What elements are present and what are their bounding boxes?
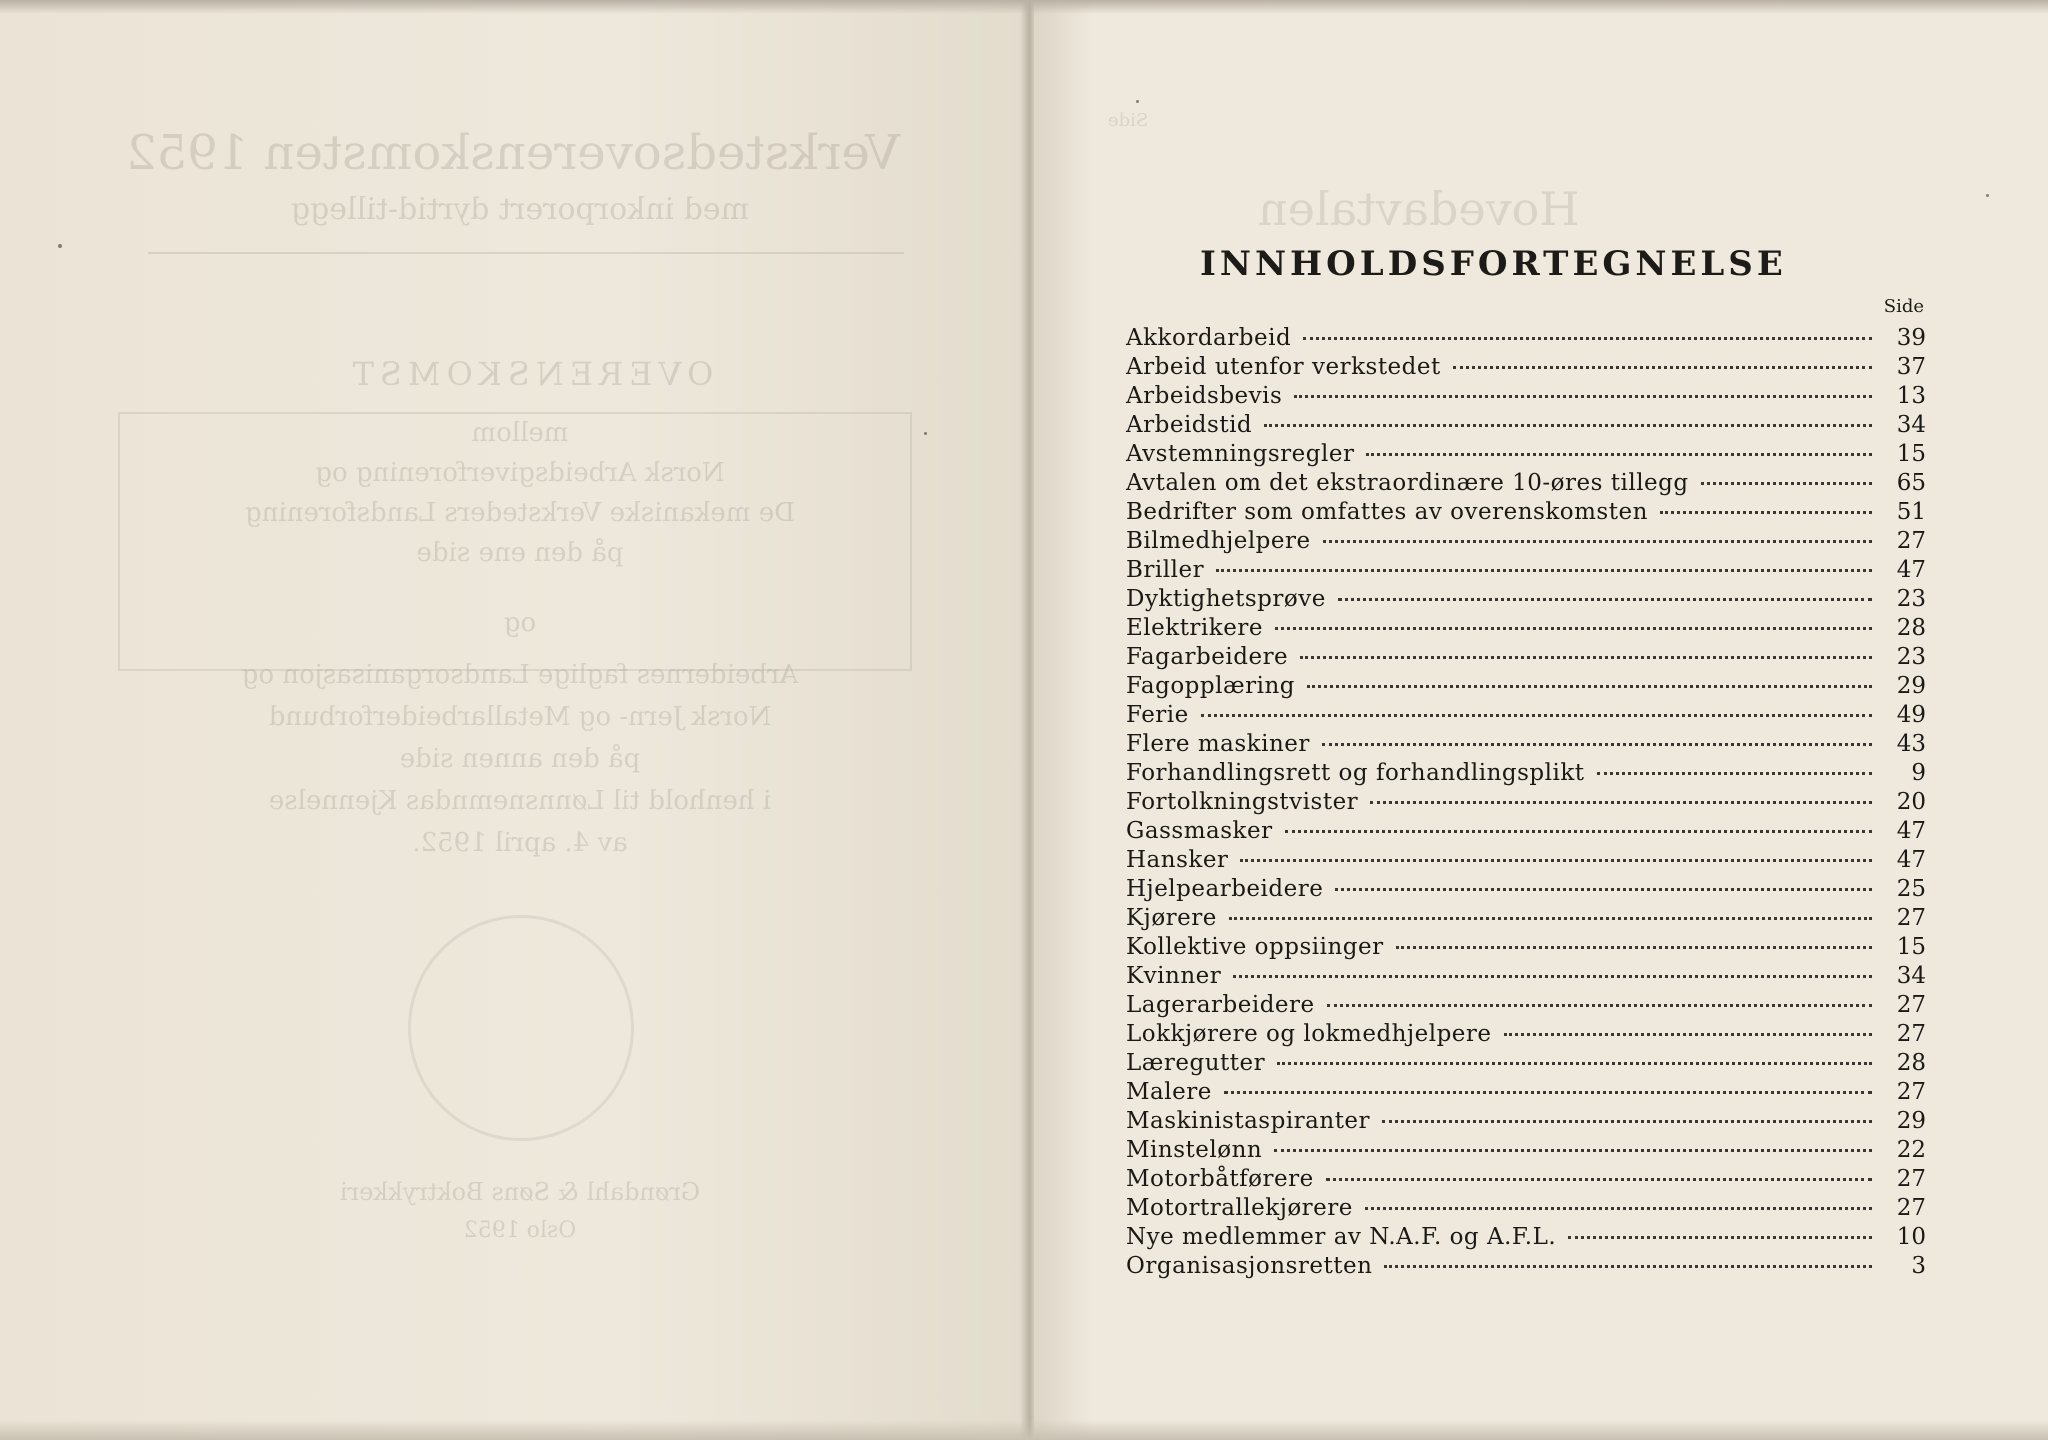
paper-speck: [1136, 100, 1139, 103]
show-through-line: på den ene side: [416, 538, 624, 568]
toc-entry-label: Minstelønn: [1126, 1137, 1263, 1163]
toc-entry-label: Arbeidstid: [1126, 412, 1253, 438]
show-through-line: mellom: [471, 418, 569, 448]
dot-leader: [1307, 685, 1872, 688]
toc-entry-label: Kollektive oppsiinger: [1126, 934, 1384, 960]
toc-entry-page-number: 47: [1896, 557, 1926, 583]
toc-entry-page-number: 3: [1911, 1253, 1926, 1279]
show-through-line: Arbeidernes faglige Landsorganisasjon og: [241, 660, 799, 690]
toc-entry-label: Motortrallekjørere: [1126, 1195, 1353, 1221]
toc-entry-label: Maskinistaspiranter: [1126, 1108, 1371, 1134]
dot-leader: [1216, 569, 1872, 572]
dot-leader: [1294, 395, 1872, 398]
toc-entry-label: Lokkjørere og lokmedhjelpere: [1126, 1021, 1492, 1047]
list-item: [1126, 1224, 1926, 1253]
toc-entry-label: Elektrikere: [1126, 615, 1263, 641]
toc-entry-page-number: 29: [1896, 673, 1926, 699]
dot-leader: [1322, 743, 1872, 746]
toc-entry-label: Læregutter: [1126, 1050, 1266, 1076]
show-through-line: Norsk Arbeidsgiverforening og: [315, 458, 725, 488]
list-item: [1126, 354, 1926, 383]
show-through-line: De mekaniske Verksteders Landsforening: [245, 498, 795, 528]
toc-entry-page-number: 47: [1896, 818, 1926, 844]
list-item: [1126, 383, 1926, 412]
dot-leader: [1285, 830, 1872, 833]
list-item: [1126, 1253, 1926, 1282]
list-item: [1126, 731, 1926, 760]
toc-entry-page-number: 25: [1896, 876, 1926, 902]
toc-entry-label: Lagerarbeidere: [1126, 992, 1315, 1018]
toc-entry-label: Fortolkningstvister: [1126, 789, 1359, 815]
dot-leader: [1701, 482, 1872, 485]
toc-entry-label: Kjørere: [1126, 905, 1217, 931]
list-item: [1126, 702, 1926, 731]
page-column-label: Side: [1883, 296, 1924, 317]
dot-leader: [1201, 714, 1872, 717]
toc-entry-page-number: 37: [1896, 354, 1926, 380]
toc-entry-label: Bedrifter som omfattes av overenskomsten: [1126, 499, 1648, 525]
toc-entry-label: Ferie: [1126, 702, 1189, 728]
toc-entry-page-number: 20: [1896, 789, 1926, 815]
dot-leader: [1300, 656, 1872, 659]
toc-entry-page-number: 65: [1896, 470, 1926, 496]
list-item: [1126, 644, 1926, 673]
dot-leader: [1264, 424, 1872, 427]
dot-leader: [1277, 1062, 1872, 1065]
show-through-line: på den annen side: [399, 744, 641, 774]
paper-speck: [924, 432, 927, 435]
list-item: [1126, 557, 1926, 586]
list-item: [1126, 528, 1926, 557]
toc-entry-page-number: 15: [1896, 934, 1926, 960]
toc-entry-page-number: 34: [1896, 963, 1926, 989]
toc-entry-page-number: 23: [1896, 644, 1926, 670]
list-item: [1126, 963, 1926, 992]
toc-entry-page-number: 39: [1896, 325, 1926, 351]
dot-leader: [1323, 540, 1872, 543]
page-top-edge: [0, 0, 2048, 14]
table-of-contents: [1126, 325, 1926, 1282]
list-item: [1126, 1166, 1926, 1195]
dot-leader: [1303, 337, 1872, 340]
show-through-line: av 4. april 1952.: [412, 828, 628, 858]
toc-entry-label: Avstemningsregler: [1126, 441, 1355, 467]
show-through-city: Oslo 1952: [463, 1218, 577, 1243]
list-item: [1126, 934, 1926, 963]
dot-leader: [1660, 511, 1872, 514]
page-bottom-edge: [0, 1420, 2048, 1440]
dot-leader: [1327, 1004, 1872, 1007]
toc-entry-page-number: 27: [1896, 992, 1926, 1018]
toc-entry-page-number: 27: [1896, 905, 1926, 931]
show-through-rule: [148, 252, 904, 254]
list-item: [1126, 441, 1926, 470]
list-item: [1126, 789, 1926, 818]
dot-leader: [1370, 801, 1872, 804]
toc-entry-page-number: 22: [1896, 1137, 1926, 1163]
toc-entry-page-number: 15: [1896, 441, 1926, 467]
toc-entry-label: Arbeidsbevis: [1126, 383, 1283, 409]
dot-leader: [1229, 917, 1872, 920]
toc-entry-page-number: 23: [1896, 586, 1926, 612]
list-item: [1126, 1108, 1926, 1137]
show-through-side-label: Side: [1108, 110, 1149, 131]
toc-entry-page-number: 10: [1896, 1224, 1926, 1250]
show-through-line: og: [503, 608, 537, 638]
dot-leader: [1453, 366, 1872, 369]
list-item: [1126, 1137, 1926, 1166]
list-item: [1126, 760, 1926, 789]
show-through-heading: Hovedavtalen: [1258, 182, 1580, 236]
dot-leader: [1568, 1236, 1872, 1239]
list-item: [1126, 1021, 1926, 1050]
show-through-line: i henhold til Lønnsnemndas Kjennelse: [268, 786, 772, 816]
dot-leader: [1384, 1265, 1872, 1268]
toc-entry-label: Briller: [1126, 557, 1205, 583]
dot-leader: [1275, 627, 1872, 630]
toc-entry-label: Organisasjonsretten: [1126, 1253, 1373, 1279]
toc-entry-page-number: 27: [1896, 1166, 1926, 1192]
list-item: [1126, 905, 1926, 934]
toc-entry-label: Forhandlingsrett og forhandlingsplikt: [1126, 760, 1585, 786]
toc-entry-page-number: 27: [1896, 528, 1926, 554]
show-through-line: Norsk Jern- og Metallarbeiderforbund: [268, 702, 772, 732]
toc-entry-page-number: 27: [1896, 1195, 1926, 1221]
list-item: [1126, 499, 1926, 528]
dot-leader: [1338, 598, 1872, 601]
dot-leader: [1504, 1033, 1872, 1036]
list-item: [1126, 992, 1926, 1021]
toc-entry-page-number: 27: [1896, 1079, 1926, 1105]
toc-entry-label: Fagarbeidere: [1126, 644, 1289, 670]
toc-entry-label: Malere: [1126, 1079, 1212, 1105]
toc-entry-label: Gassmasker: [1126, 818, 1273, 844]
toc-entry-page-number: 34: [1896, 412, 1926, 438]
paper-speck: [1986, 194, 1989, 197]
toc-entry-page-number: 47: [1896, 847, 1926, 873]
toc-entry-label: Motorbåtførere: [1126, 1166, 1314, 1192]
dot-leader: [1274, 1149, 1872, 1152]
show-through-subtitle: med inkorporert dyrtid-tillegg: [290, 192, 750, 227]
show-through-heading: OVERENSKOMST: [346, 355, 714, 393]
dot-leader: [1224, 1091, 1872, 1094]
toc-entry-page-number: 13: [1896, 383, 1926, 409]
list-item: [1126, 847, 1926, 876]
toc-entry-label: Avtalen om det ekstraordinære 10-øres tillegg: [1126, 470, 1689, 496]
toc-entry-label: Fagopplæring: [1126, 673, 1295, 699]
show-through-printer: Grøndahl & Søns Boktrykkeri: [340, 1178, 701, 1206]
list-item: [1126, 673, 1926, 702]
list-item: [1126, 1195, 1926, 1224]
dot-leader: [1365, 1207, 1872, 1210]
dot-leader: [1382, 1120, 1872, 1123]
list-item: [1126, 876, 1926, 905]
toc-entry-label: Hansker: [1126, 847, 1229, 873]
toc-entry-page-number: 9: [1911, 760, 1926, 786]
toc-entry-label: Arbeid utenfor verkstedet: [1126, 354, 1441, 380]
toc-entry-page-number: 27: [1896, 1021, 1926, 1047]
toc-entry-page-number: 28: [1896, 615, 1926, 641]
dot-leader: [1326, 1178, 1872, 1181]
toc-entry-label: Hjelpearbeidere: [1126, 876, 1324, 902]
show-through-title: Verkstedsoverenskomsten 1952: [126, 125, 900, 181]
toc-entry-label: Akkordarbeid: [1126, 325, 1292, 351]
list-item: [1126, 1079, 1926, 1108]
list-item: [1126, 615, 1926, 644]
toc-entry-label: Nye medlemmer av N.A.F. og A.F.L.: [1126, 1224, 1557, 1250]
list-item: [1126, 325, 1926, 354]
list-item: [1126, 412, 1926, 441]
toc-entry-page-number: 51: [1896, 499, 1926, 525]
dot-leader: [1366, 453, 1872, 456]
dot-leader: [1240, 859, 1872, 862]
toc-entry-label: Bilmedhjelpere: [1126, 528, 1311, 554]
toc-entry-label: Dyktighetsprøve: [1126, 586, 1326, 612]
show-through-emblem: [408, 915, 634, 1141]
dot-leader: [1597, 772, 1872, 775]
dot-leader: [1335, 888, 1872, 891]
toc-entry-page-number: 43: [1896, 731, 1926, 757]
toc-entry-page-number: 49: [1896, 702, 1926, 728]
dot-leader: [1396, 946, 1872, 949]
dot-leader: [1233, 975, 1872, 978]
paper-speck: [58, 244, 62, 248]
list-item: [1126, 470, 1926, 499]
list-item: [1126, 1050, 1926, 1079]
toc-entry-page-number: 29: [1896, 1108, 1926, 1134]
list-item: [1126, 818, 1926, 847]
page-title: INNHOLDSFORTEGNELSE: [1200, 244, 1787, 284]
list-item: [1126, 586, 1926, 615]
toc-entry-label: Flere maskiner: [1126, 731, 1310, 757]
toc-entry-page-number: 28: [1896, 1050, 1926, 1076]
toc-entry-label: Kvinner: [1126, 963, 1222, 989]
